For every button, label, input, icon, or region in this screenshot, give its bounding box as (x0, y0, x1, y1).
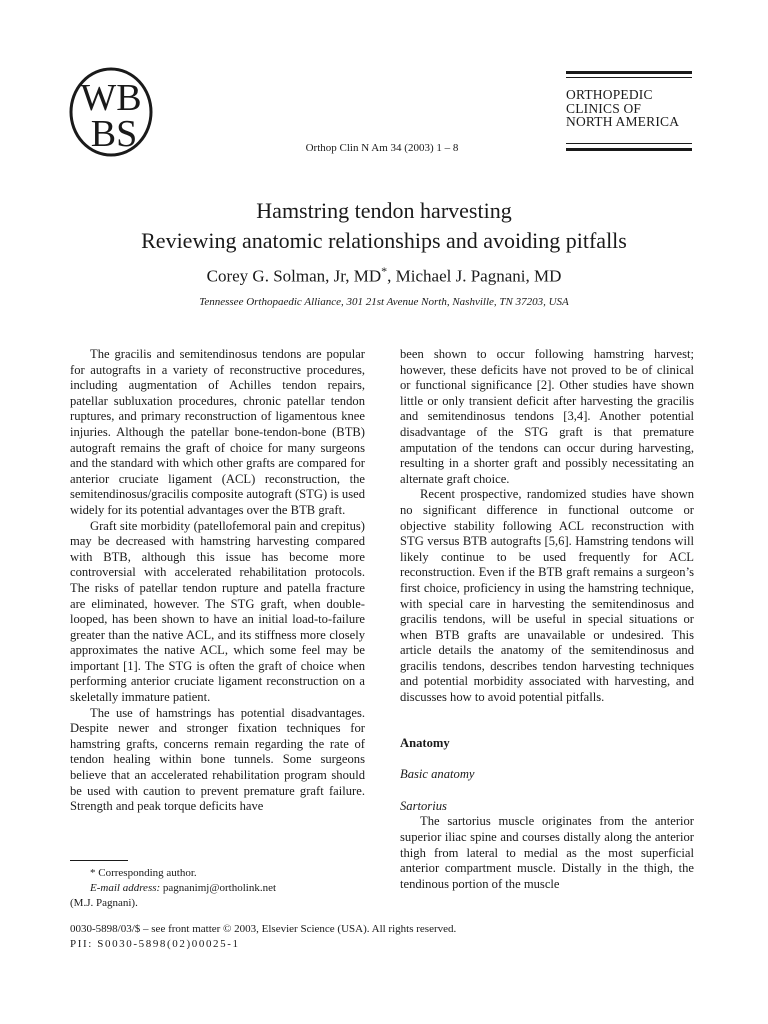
journal-name-line: CLINICS OF (566, 100, 642, 116)
paragraph: The gracilis and semitendinosus tendons are popular for autografts in a variety of reconstructive procedures, including augmentation of Achilles tendon repairs, patellar subluxation procedures, chronic patellar tendon ruptures, and primary reconstruction of ligamentous knee injuries. Although the patellar bone-tendon-bone (BTB) autograft remains the graft of choice for many surgeons and the standard with which other grafts are compared for anterior cruciate ligament (ACL) reconstruction, the semitendinosus/gracilis composite autograft (STG) is used widely for its potential advantages over the BTB graft. (70, 347, 365, 517)
paragraph: The sartorius muscle originates from the anterior superior iliac spine and courses distally along the anterior thigh from lateral to medial as the most superficial anterior compartment muscle. Distally in the thigh, the tendinous portion of the muscle (400, 814, 694, 891)
journal-rule-top (566, 71, 692, 74)
journal-rule-top-thin (566, 77, 692, 78)
corresponding-asterisk: * (381, 264, 388, 278)
right-column (400, 347, 694, 892)
logo-text-bottom: BS (90, 113, 138, 155)
affiliation: Tennessee Orthopaedic Alliance, 301 21st Avenue North, Nashville, TN 37203, USA (199, 296, 569, 308)
issn-line: 0030-5898/03/$ – see front matter © 2003, Elsevier Science (USA). All rights reserved. (70, 923, 457, 935)
logo-text-top: WB (80, 77, 142, 119)
email-label: E-mail address: (90, 882, 161, 894)
paragraph: Recent prospective, randomized studies have shown no significant difference in functional outcome or objective stability following ACL reconstruction with STG versus BTB autografts [5,6]. Hamstring tendons will likely continue to be used frequently for ACL reconstruction. Even if the BTB graft remains a surgeon’s first choice, proficiency in using the hamstring technique, with special care in harvesting the semitendinosus and gracilis tendons, will be useful in special situations or when BTB grafts are unavailable or undesired. This article details the anatomy of the semitendinosus and gracilis tendons, describes tendon harvesting techniques and potential morbidity associated with harvesting, and discusses how to avoid potential pitfalls. (400, 487, 694, 705)
author-2: Michael J. Pagnani, MD (395, 266, 562, 286)
left-column (70, 347, 365, 815)
journal-name-line: NORTH AMERICA (566, 114, 680, 129)
article-title (0, 196, 768, 256)
email-address[interactable]: pagnanimj@ortholink.net (162, 882, 277, 894)
citation-text: Orthop Clin N Am 34 (2003) 1 – 8 (305, 142, 459, 154)
author-1: Corey G. Solman, Jr, MD (206, 266, 382, 286)
paragraph: The use of hamstrings has potential disadvantages. Despite newer and stronger fixation techniques for hamstring grafts, concerns remain regarding the rate of tendon healing within bone tunnels. Some surgeons believe that an accelerated rehabilitation program should be used with caution to prevent premature graft failure. Strength and peak torque deficits have (70, 705, 365, 814)
subsection-heading-sartorius: Sartorius (400, 798, 447, 813)
section-heading-anatomy: Anatomy (400, 735, 450, 750)
citation (0, 142, 768, 154)
subsection-heading-basic-anatomy: Basic anatomy (400, 767, 475, 782)
title-line-2: Reviewing anatomic relationships and avoiding pitfalls (141, 228, 627, 253)
paragraph: been shown to occur following hamstring harvest; however, these deficits have not proved to be of clinical or functional significance [2]. Other studies have shown little or only transient deficit after harvesting the gracilis and semitendinosus tendons [3,4]. Another potential disadvantage of the STG graft is that premature amputation of the tendons can occur during harvesting, resulting in a shorter graft and possibly necessitating an alternate graft choice. (400, 347, 694, 486)
title-line-1: Hamstring tendon harvesting (256, 198, 512, 223)
authors (0, 264, 768, 287)
email-line (70, 881, 370, 896)
copyright-block (70, 922, 456, 952)
footnote-rule (70, 860, 128, 861)
email-owner: (M.J. Pagnani). (70, 897, 138, 909)
corresponding-author-note: * Corresponding author. (90, 867, 197, 879)
journal-name-line: ORTHOPEDIC (566, 87, 653, 102)
author-separator: , (387, 266, 396, 286)
journal-name (566, 88, 679, 129)
pii-line: PII: S0030-5898(02)00025-1 (70, 938, 240, 950)
footnote (70, 866, 370, 911)
paragraph: Graft site morbidity (patellofemoral pain and crepitus) may be decreased with hamstring harvesting compared with BTB, although this issue has become more controversial with accelerated rehabilitation protocols. The risks of patellar tendon rupture and patella fracture are eliminated, however. The STG graft, when double-looped, has been shown to have an initial load-to-failure greater than the native ACL, and its stiffness more closely approximates the native ACL, which some feel may be important [1]. The STG is often the graft of choice when performing anterior cruciate ligament reconstruction on a skeletally immature patient. (70, 518, 365, 705)
